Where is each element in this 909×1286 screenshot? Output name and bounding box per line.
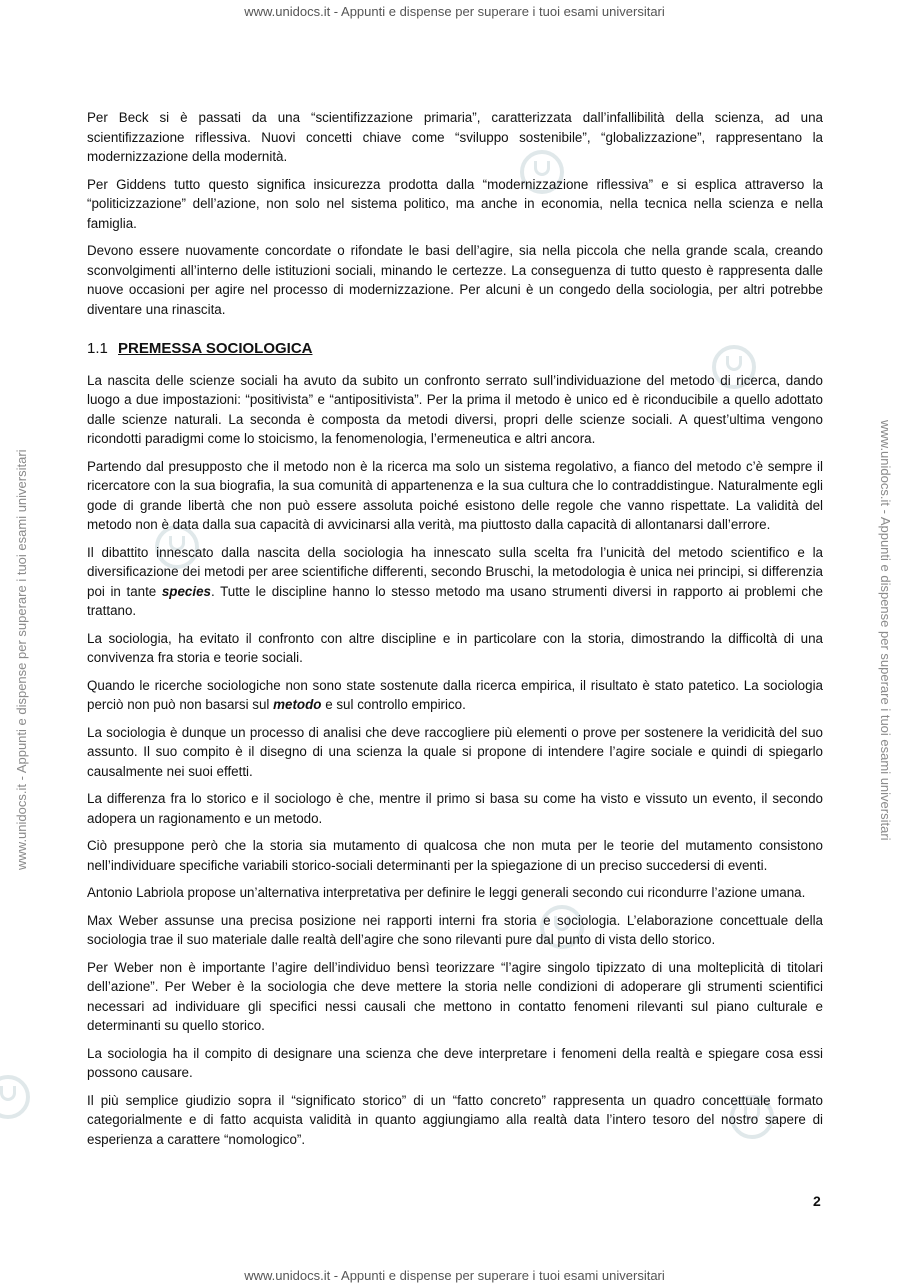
paragraph: Ciò presuppone però che la storia sia mutamento di qualcosa che non muta per le teorie del mutamento consistono nell’individuare specifiche variabili storico-sociali determinanti per la spiegazione di un preciso succedersi di eventi. (87, 838, 823, 873)
text-run: . Tutte le discipline hanno lo stesso metodo ma usano strumenti diversi in rapporto ai problemi che trattano. (87, 583, 823, 618)
page-number: 2 (813, 1193, 821, 1209)
emphasis-species: species (161, 583, 211, 599)
footer-watermark (0, 1268, 909, 1283)
paragraph: La sociologia, ha evitato il confronto con altre discipline e in particolare con la storia, dimostrando la difficoltà di una convivenza fra storia e teorie sociali. (87, 630, 823, 665)
text-run: Il dibattito innescato dalla nascita della sociologia ha innescato sulla scelta fra l’unicità del metodo scientifico e la diversificazione dei metodi per aree scientifiche differenti, secondo Bruschi, la metodologia è unica nei principi, si differenzia poi in tante (87, 544, 823, 599)
document-body (87, 108, 823, 1157)
paragraph: La sociologia ha il compito di designare una scienza che deve interpretare i fenomeni della realtà e spiegare cosa essi possono causare. (87, 1045, 823, 1080)
section-number: 1.1 (87, 340, 108, 357)
paragraph: La differenza fra lo storico e il sociologo è che, mentre il primo si basa su come ha visto e vissuto un evento, il secondo adopera un ragionamento e un metodo. (87, 791, 823, 826)
paragraph: Per Giddens tutto questo significa insicurezza prodotta dalla “modernizzazione riflessiva” e si esplica attraverso la “politicizzazione” dell’azione, non solo nel sistema politico, ma anche in economia, nella tecnica nella scienza e nella famiglia. (87, 176, 823, 231)
paragraph: Per Beck si è passati da una “scientifizzazione primaria”, caratterizzata dall’infallibilità della scienza, ad una scientifizzazione riflessiva. Nuovi concetti chiave come “sviluppo sostenibile”, “globalizzazione”, rappresentano la modernizzazione della modernità. (87, 110, 823, 164)
watermark-logo-icon (0, 1075, 30, 1119)
left-side-watermark (14, 449, 29, 870)
paragraph: Devono essere nuovamente concordate o rifondate le basi dell’agire, sia nella piccola che nella grande scala, creando sconvolgimenti all’interno delle istituzioni sociali, minando le certezze. La conseguenza di tutto questo è rappresenta dalle nuove occasioni per agire nel processo di modernizzazione. Per alcuni è un congedo della sociologia, per altri potrebbe diventare una rinascita. (87, 243, 823, 317)
section-heading (87, 339, 823, 359)
emphasis-metodo: metodo (273, 697, 322, 712)
header-watermark (0, 4, 909, 19)
right-side-watermark (878, 420, 893, 841)
paragraph-species (87, 543, 823, 621)
text-run: e sul controllo empirico. (321, 697, 466, 712)
paragraph: Il più semplice giudizio sopra il “significato storico” di un “fatto concreto” rappresenta un quadro concettuale formato categorialmente e di fatto acquista validità in quanto aggiungiamo alla realtà data l’intero tesoro del nostro sapere di esperienza a carattere “nomologico”. (87, 1092, 823, 1147)
paragraph: Antonio Labriola propose un’alternativa interpretativa per definire le leggi generali secondo cui ricondurre l’azione umana. (87, 885, 806, 900)
paragraph: Max Weber assunse una precisa posizione nei rapporti interni fra storia e sociologia. L’elaborazione concettuale della sociologia trae il suo materiale dalle realtà dell’agire che sono rilevanti pure dal punto di vista dello storico. (87, 912, 823, 947)
text-run: Quando le ricerche sociologiche non sono state sostenute dalla ricerca empirica, il risultato è stato patetico. La sociologia perciò non può non basarsi sul (87, 677, 823, 712)
paragraph-metodo (87, 676, 823, 715)
paragraph: La nascita delle scienze sociali ha avuto da subito un confronto serrato sull’individuazione del metodo di ricerca, dando luogo a due impostazioni: “positivista” e “antipositivista”. Per la prima il metodo è unico ed è riconducibile a quello adottato dalle scienze naturali. La seconda è composta da metodi diversi, propri delle scienze sociali. A quest’ultima vengono ricondotti paradigmi come lo stoicismo, la fenomenologia, l’ermeneutica e altri ancora. (87, 372, 823, 446)
paragraph: Partendo dal presupposto che il metodo non è la ricerca ma solo un sistema regolativo, a fianco del metodo c’è sempre il ricercatore con la sua biografia, la sua comunità di appartenenza e la sua cultura che lo contraddistingue. Naturalmente egli gode di grande libertà che non può essere assoluta poiché esistono delle regole che vanno rispettate. La validità del metodo non è data dalla sua capacità di avvicinarsi alla verità, ma piuttosto dalla capacità di allontanarsi dall’errore. (87, 458, 823, 532)
paragraph: Per Weber non è importante l’agire dell’individuo bensì teorizzare “l’agire singolo tipizzato di una molteplicità di titolari dell’azione”. Per Weber è la sociologia che deve mettere la storia nelle condizioni di adoperare gli strumenti scientifici necessari ad individuare gli specifici nessi causali che mettono in contatto fenomeni rilevanti sul piano culturale e determinanti su quello storico. (87, 959, 823, 1033)
right-side-watermark-text: www.unidocs.it - Appunti e dispense per superare i tuoi esami universitari (878, 420, 893, 841)
paragraph: La sociologia è dunque un processo di analisi che deve raccogliere più elementi o prove per sostenere la veridicità del suo assunto. Il suo compito è il disegno di una scienza la quale si propone di intendere l’agire sociale e quindi di spiegarlo causalmente nei suoi effetti. (87, 724, 823, 779)
header-watermark-text: www.unidocs.it - Appunti e dispense per superare i tuoi esami universitari (244, 4, 665, 19)
left-side-watermark-text: www.unidocs.it - Appunti e dispense per superare i tuoi esami universitari (14, 449, 29, 870)
footer-watermark-text: www.unidocs.it - Appunti e dispense per superare i tuoi esami universitari (244, 1268, 665, 1283)
section-title: PREMESSA SOCIOLOGICA (118, 340, 313, 357)
